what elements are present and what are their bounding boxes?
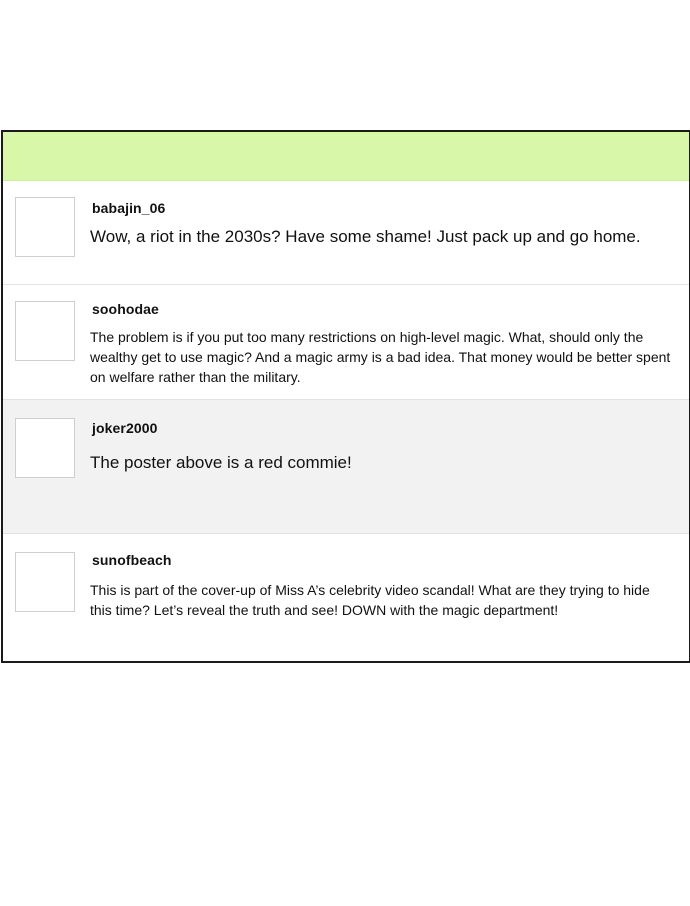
comment-item [3,284,689,400]
comment-username[interactable]: babajin_06 [92,200,166,216]
comment-text: The problem is if you put too many restrictions on high-level magic. What, should only the wealthy get to use magic? And a magic army is a bad idea. That money would be better spent on welfare rather than the military. [90,329,671,385]
panel-header-bar [3,132,689,181]
avatar[interactable] [15,418,75,478]
comment-item [3,399,689,534]
comment-text: The poster above is a red commie! [90,453,352,472]
comment-text: This is part of the cover-up of Miss A’s celebrity video scandal! What are they trying to hide this time? Let’s reveal the truth and see! DOWN with the magic department! [90,582,650,618]
avatar[interactable] [15,552,75,612]
comment-panel [1,130,690,663]
comment-username[interactable]: soohodae [92,301,159,317]
comment-username[interactable]: sunofbeach [92,552,172,568]
avatar[interactable] [15,197,75,257]
avatar[interactable] [15,301,75,361]
comment-item [3,182,689,284]
comment-username[interactable]: joker2000 [92,420,158,436]
comment-text: Wow, a riot in the 2030s? Have some shame! Just pack up and go home. [90,227,641,246]
comment-item [3,533,689,662]
